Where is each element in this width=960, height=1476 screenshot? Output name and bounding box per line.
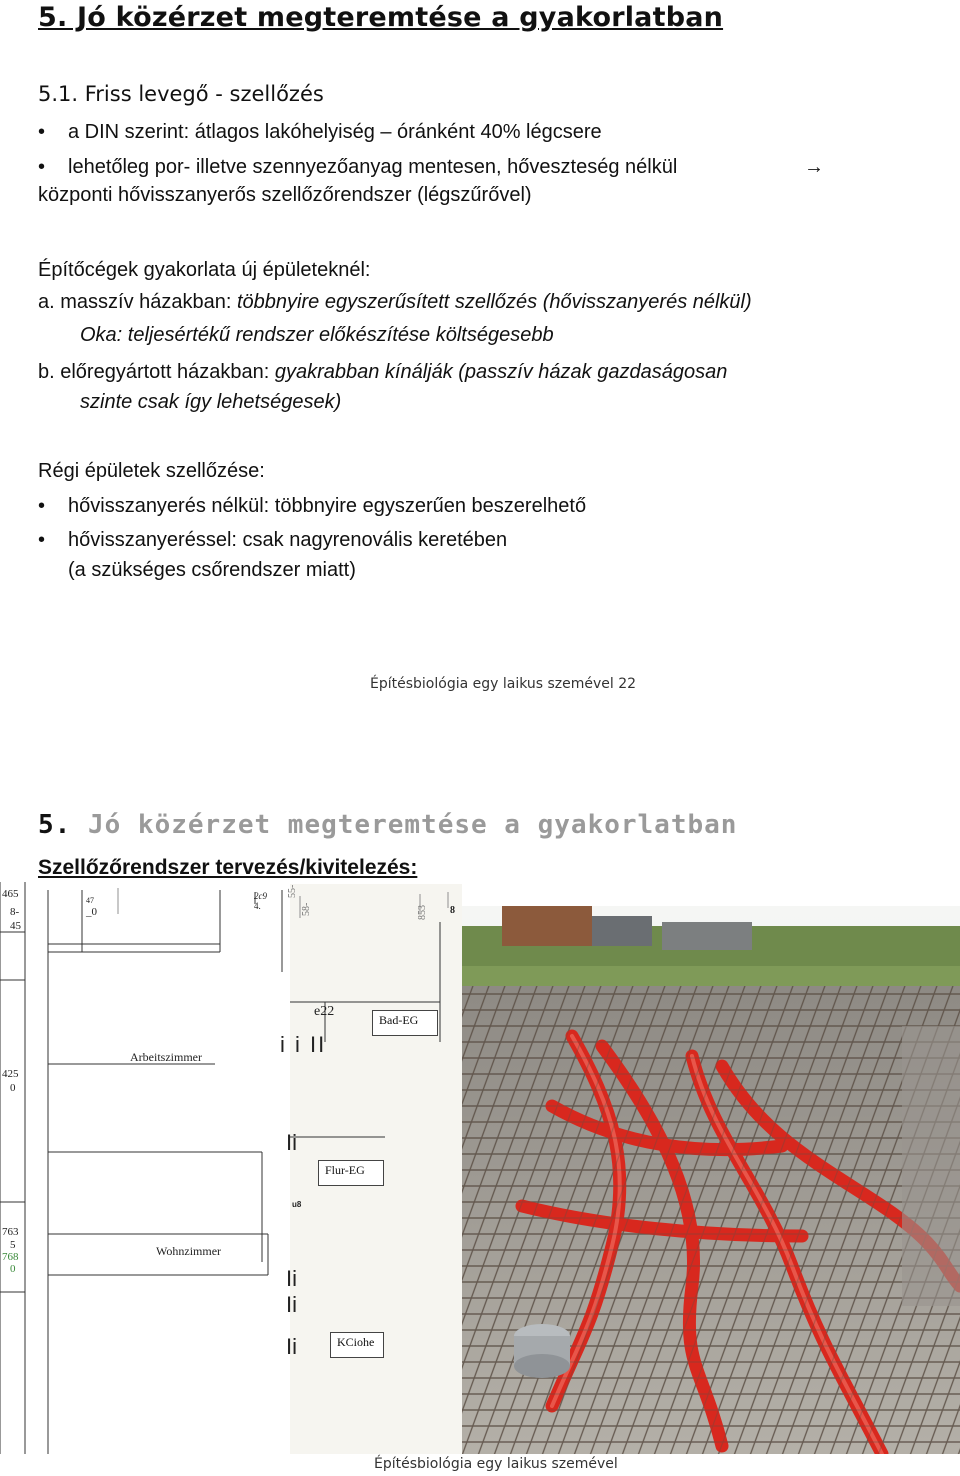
- bullet-item: [38, 529, 507, 552]
- plan-mark: i i II: [280, 1032, 327, 1057]
- plan-mark: u8: [292, 1200, 302, 1209]
- slide-footer: Építésbiológia egy laikus szemével 22: [370, 676, 637, 692]
- item-b: [38, 361, 727, 384]
- construction-photo: [462, 906, 960, 1454]
- plan-mark: Ii: [286, 1292, 297, 1317]
- slide-footer: Építésbiológia egy laikus szemével: [374, 1456, 618, 1472]
- dim-label: 58-: [301, 902, 312, 916]
- dim-label: 465: [2, 888, 19, 900]
- item-a-prefix: a. masszív házakban:: [38, 291, 237, 313]
- room-label-bad: Bad-EG: [372, 1010, 438, 1036]
- section-heading: Építőcégek gyakorlata új épületeknél:: [38, 259, 371, 281]
- item-b-prefix: b. előregyártott házakban:: [38, 361, 275, 383]
- plan-mark: Ii: [286, 1334, 297, 1359]
- room-label-wohnzimmer: Wohnzimmer: [156, 1244, 222, 1258]
- item-b-text: gyakrabban kínálják (passzív házak gazdaságosan: [274, 361, 728, 383]
- room-label-arbeitszimmer: Arbeitszimmer: [130, 1050, 202, 1064]
- dim-label: _0: [86, 906, 97, 918]
- dim-label: 8: [450, 905, 455, 916]
- bullet-icon: •: [38, 529, 46, 551]
- bullet-continuation: központi hővisszanyerős szellőzőrendszer (légszűrővel): [38, 184, 532, 206]
- dim-label: 763: [2, 1226, 19, 1238]
- floor-plan-lines: [0, 882, 462, 1454]
- bullet-icon: •: [38, 495, 46, 517]
- item-a-text: többnyire egyszerűsített szellőzés (hővisszanyerés nélkül): [236, 291, 752, 313]
- section-heading: Régi épületek szellőzése:: [38, 460, 265, 482]
- dim-label: 853: [417, 905, 428, 920]
- item-b-text-cont: szinte csak így lehetségesek): [80, 391, 342, 413]
- section-subtitle: 5.1. Friss levegő - szellőzés: [38, 82, 324, 106]
- bullet-icon: •: [38, 121, 46, 143]
- dim-label: 5: [10, 1239, 16, 1251]
- bullet-item: [38, 495, 586, 518]
- plan-mark: Ii: [286, 1266, 297, 1291]
- arrow-right-icon: →: [804, 156, 824, 178]
- room-label-kueche: KCiohe: [330, 1332, 384, 1358]
- title-text: Jó közérzet megteremtése a gyakorlatban: [87, 810, 738, 840]
- dim-label: 4.: [254, 901, 261, 911]
- slide-title: 5. Jó közérzet megteremtése a gyakorlatban: [38, 2, 724, 33]
- bullet-text: hővisszanyerés nélkül: többnyire egyszerűen beszerelhető: [68, 495, 587, 517]
- dim-label: 425: [2, 1068, 19, 1080]
- plan-mark: Ii: [286, 1130, 297, 1155]
- bullet-item: [38, 121, 602, 144]
- dim-label: 2c9: [254, 891, 267, 901]
- bullet-text: lehetőleg por- illetve szennyezőanyag mentesen, hőveszteség nélkül: [68, 156, 678, 178]
- dim-label: 0: [10, 1082, 16, 1094]
- item-a-reason: Oka: teljesértékű rendszer előkészítése költségesebb: [80, 324, 554, 346]
- dim-label: 768: [2, 1251, 19, 1263]
- floor-plan: [0, 882, 462, 1454]
- room-label-flur: Flur-EG: [318, 1160, 384, 1186]
- title-number: 5.: [38, 810, 72, 840]
- dim-label: 0: [10, 1263, 16, 1275]
- bullet-text: hővisszanyeréssel: csak nagyrenovális keretében: [68, 529, 508, 551]
- construction-photo-image: [462, 906, 960, 1454]
- dim-label: 45: [10, 920, 21, 932]
- slide-subtitle: Szellőzőrendszer tervezés/kivitelezés:: [38, 856, 418, 879]
- dim-label: 47: [86, 896, 94, 905]
- dim-label: 8-: [10, 906, 20, 918]
- bullet-icon: •: [38, 156, 46, 178]
- bullet-text: a DIN szerint: átlagos lakóhelyiség – óránként 40% légcsere: [68, 121, 602, 143]
- bullet-note: (a szükséges csőrendszer miatt): [68, 559, 356, 581]
- plan-mark: e22: [314, 1004, 335, 1019]
- item-a: [38, 291, 752, 314]
- bullet-item: [38, 156, 677, 179]
- slide-title: [38, 810, 737, 840]
- dim-label: 55-: [287, 884, 298, 898]
